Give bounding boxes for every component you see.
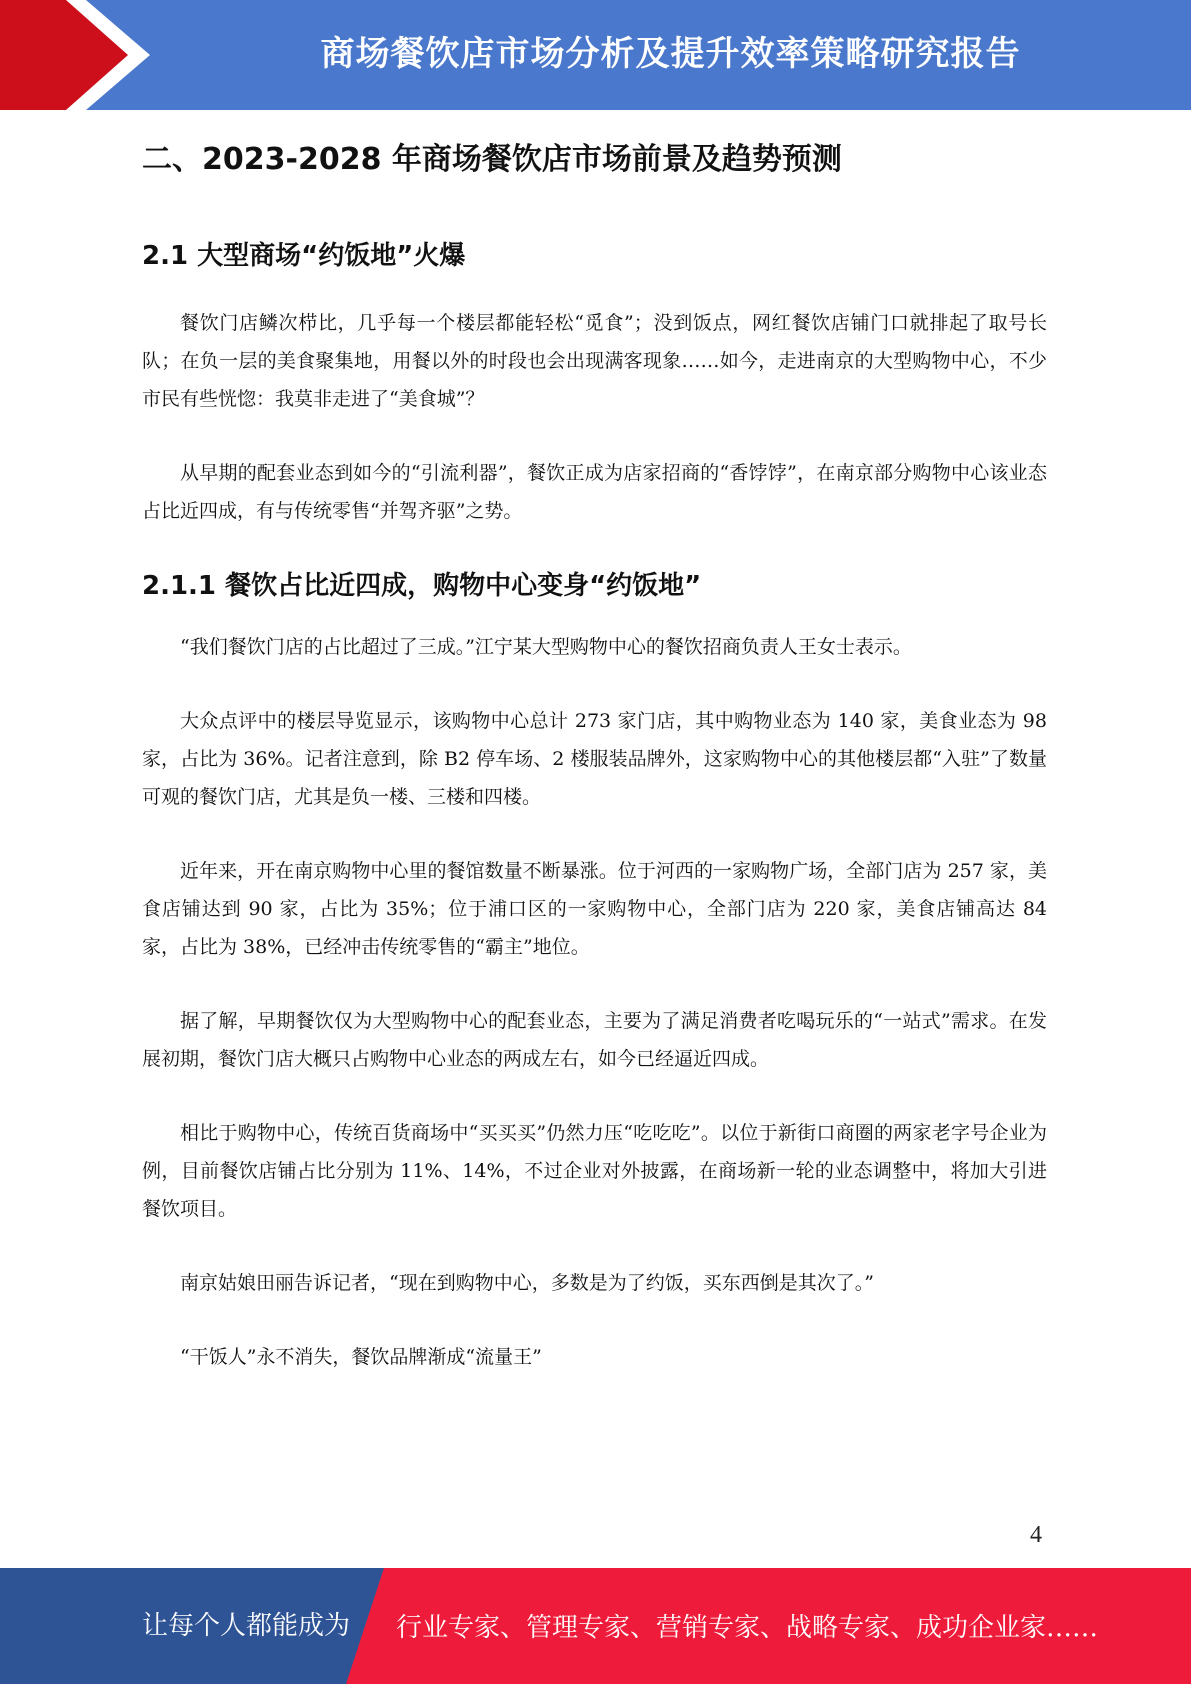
paragraph: 大众点评中的楼层导览显示，该购物中心总计 273 家门店，其中购物业态为 140 家，美食业态为 98 家，占比为 36%。记者注意到，除 B2 停车场、2 楼服装品牌外，这家购物中心的其他楼层都“入驻”了数量可观的餐饮门店，尤其是负一楼、三楼和四楼。 xyxy=(142,710,1047,808)
subsection-heading: 2.1 大型商场“约饭地”火爆 xyxy=(142,241,466,271)
document-body xyxy=(142,136,1047,1412)
paragraph: 据了解，早期餐饮仅为大型购物中心的配套业态，主要为了满足消费者吃喝玩乐的“一站式”需求。在发展初期，餐饮门店大概只占购物中心业态的两成左右，如今已经逼近四成。 xyxy=(142,1010,1047,1070)
paragraph: 相比于购物中心，传统百货商场中“买买买”仍然力压“吃吃吃”。以位于新街口商圈的两家老字号企业为例，目前餐饮店铺占比分别为 11%、14%，不过企业对外披露，在商场新一轮的业态调整中，将加大引进餐饮项目。 xyxy=(142,1122,1047,1220)
header-banner xyxy=(0,0,1191,110)
paragraph: 从早期的配套业态到如今的“引流利器”，餐饮正成为店家招商的“香饽饽”，在南京部分购物中心该业态占比近四成，有与传统零售“并驾齐驱”之势。 xyxy=(142,462,1047,522)
paragraph: 南京姑娘田丽告诉记者，“现在到购物中心，多数是为了约饭，买东西倒是其次了。” xyxy=(180,1272,874,1294)
section-heading: 二、2023-2028 年商场餐饮店市场前景及趋势预测 xyxy=(142,142,842,177)
paragraph: 近年来，开在南京购物中心里的餐馆数量不断暴涨。位于河西的一家购物广场，全部门店为 257 家，美食店铺达到 90 家，占比为 35%；位于浦口区的一家购物中心，全部门店为 220 家，美食店铺高达 84 家，占比为 38%，已经冲击传统零售的“霸主”地位。 xyxy=(142,860,1047,958)
subsubsection-heading: 2.1.1 餐饮占比近四成，购物中心变身“约饭地” xyxy=(142,571,702,601)
red-arrow-decoration xyxy=(0,0,150,110)
paragraph: “我们餐饮门店的占比超过了三成。”江宁某大型购物中心的餐饮招商负责人王女士表示。 xyxy=(180,636,912,658)
report-title: 商场餐饮店市场分析及提升效率策略研究报告 xyxy=(320,34,1021,74)
page-number: 4 xyxy=(1030,1522,1042,1548)
footer-banner xyxy=(0,1568,1191,1684)
arrow-red-fill xyxy=(0,0,128,110)
paragraph: 餐饮门店鳞次栉比，几乎每一个楼层都能轻松“觅食”；没到饭点，网红餐饮店铺门口就排起了取号长队；在负一层的美食聚集地，用餐以外的时段也会出现满客现象……如今，走进南京的大型购物中心，不少市民有些恍惚：我莫非走进了“美食城”？ xyxy=(142,312,1047,410)
footer-slogan-left: 让每个人都能成为 xyxy=(142,1611,351,1641)
paragraph: “干饭人”永不消失，餐饮品牌渐成“流量王” xyxy=(180,1346,542,1368)
footer-slogan-right: 行业专家、管理专家、营销专家、战略专家、成功企业家…… xyxy=(396,1613,1099,1643)
